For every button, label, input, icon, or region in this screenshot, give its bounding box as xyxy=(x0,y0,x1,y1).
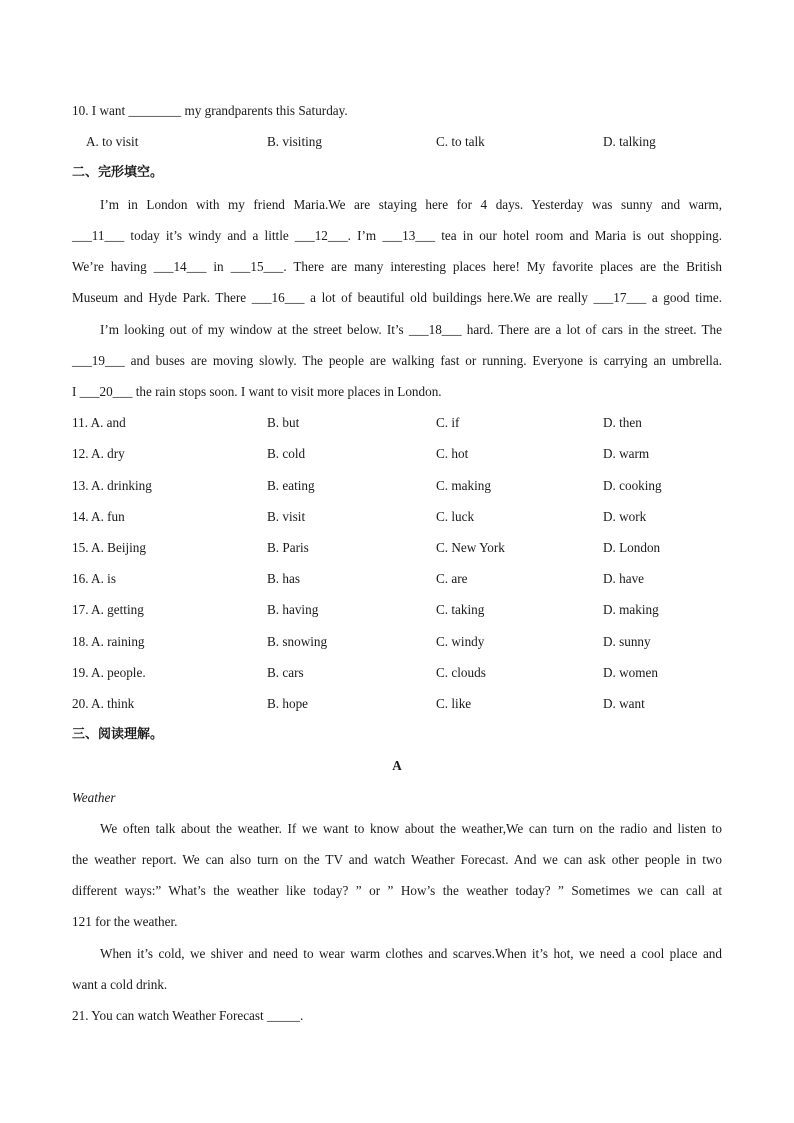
reading-line1: We often talk about the weather. If we want to know about the weather,We can turn on the radio and listen to xyxy=(100,821,722,836)
blank-13: ___13___ xyxy=(382,228,436,243)
q14-option-c: C. luck xyxy=(436,509,475,524)
q15-option-d: D. London xyxy=(603,540,661,555)
q16-option-a: 16. A. is xyxy=(72,571,116,586)
blank-15: ___15___ xyxy=(230,259,284,274)
q13-option-a: 13. A. drinking xyxy=(72,478,152,493)
section2-heading: 二、完形填空。 xyxy=(72,165,164,180)
q17-option-c: C. taking xyxy=(436,602,485,617)
blank-14: ___14___ xyxy=(153,259,207,274)
passage-p1-line3: We’re having ___14___ in ___15___. There are many interesting places here! My favorite places are the British xyxy=(72,259,722,274)
q14-option-d: D. work xyxy=(603,509,647,524)
q20-option-d: D. want xyxy=(603,696,645,711)
q18-option-b: B. snowing xyxy=(267,634,328,649)
q17-option-a: 17. A. getting xyxy=(72,602,144,617)
reading-line6: want a cold drink. xyxy=(72,977,168,992)
q16-option-b: B. has xyxy=(267,571,300,586)
q13-option-c: C. making xyxy=(436,478,491,493)
q10-stem: 10. I want ________ my grandparents this Saturday. xyxy=(72,103,348,118)
passage-p1-line2: ___11___ today it’s windy and a little ___12___. I’m ___13___ tea in our hotel room and Maria is out shopping. xyxy=(72,228,722,243)
q19-option-b: B. cars xyxy=(267,665,304,680)
q16-option-c: C. are xyxy=(436,571,468,586)
q15-option-a: 15. A. Beijing xyxy=(72,540,146,555)
blank-19: ___19___ xyxy=(72,353,125,368)
q12-option-a: 12. A. dry xyxy=(72,446,125,461)
reading-line2: the weather report. We can also turn on the TV and watch Weather Forecast. And we can ask other people in two xyxy=(72,852,722,867)
reading-line3: different ways:” What’s the weather like today? ” or ” How’s the weather today? ” Sometimes we can call at xyxy=(72,883,722,898)
q20-option-a: 20. A. think xyxy=(72,696,135,711)
q13-option-b: B. eating xyxy=(267,478,315,493)
blank-11: ___11___ xyxy=(72,228,125,243)
q20-option-b: B. hope xyxy=(267,696,309,711)
q18-option-d: D. sunny xyxy=(603,634,651,649)
q21-stem: 21. You can watch Weather Forecast _____. xyxy=(72,1008,304,1023)
q19-option-a: 19. A. people. xyxy=(72,665,146,680)
q15-option-c: C. New York xyxy=(436,540,505,555)
q14-option-b: B. visit xyxy=(267,509,306,524)
q10-option-b: B. visiting xyxy=(267,134,322,149)
q10-option-c: C. to talk xyxy=(436,134,485,149)
q17-option-d: D. making xyxy=(603,602,659,617)
reading-line5: When it’s cold, we shiver and need to wear warm clothes and scarves.When it’s hot, we need a cool place and xyxy=(100,946,722,961)
blank-12: ___12___ xyxy=(294,228,348,243)
section3-heading: 三、阅读理解。 xyxy=(72,727,164,742)
passage-p2-line3: I ___20___ the rain stops soon. I want to visit more places in London. xyxy=(72,384,442,399)
blank-17: ___17___ xyxy=(593,290,647,305)
q10-option-d: D. talking xyxy=(603,134,656,149)
q19-option-d: D. women xyxy=(603,665,658,680)
q16-option-d: D. have xyxy=(603,571,645,586)
q19-option-c: C. clouds xyxy=(436,665,486,680)
q13-option-d: D. cooking xyxy=(603,478,662,493)
passage-p1-line1: I’m in London with my friend Maria.We are staying here for 4 days. Yesterday was sunny and warm, xyxy=(100,197,722,212)
q12-option-d: D. warm xyxy=(603,446,650,461)
q17-option-b: B. having xyxy=(267,602,319,617)
passage-p1-line4: Museum and Hyde Park. There ___16___ a lot of beautiful old buildings here.We are really ___17___ a good time. xyxy=(72,290,722,305)
reading-title: Weather xyxy=(72,790,116,805)
q18-option-a: 18. A. raining xyxy=(72,634,145,649)
q20-option-c: C. like xyxy=(436,696,472,711)
reading-line4: 121 for the weather. xyxy=(72,914,178,929)
q11-option-d: D. then xyxy=(603,415,642,430)
passage-p2-line1: I’m looking out of my window at the street below. It’s ___18___ hard. There are a lot of cars in the street. The xyxy=(100,322,722,337)
q11-option-a: 11. A. and xyxy=(72,415,126,430)
q14-option-a: 14. A. fun xyxy=(72,509,125,524)
blank-18: ___18___ xyxy=(408,322,462,337)
blank-16: ___16___ xyxy=(251,290,305,305)
q11-option-c: C. if xyxy=(436,415,460,430)
part-label: A xyxy=(392,758,402,773)
q12-option-b: B. cold xyxy=(267,446,306,461)
blank-20: ___20___ xyxy=(79,384,133,399)
q18-option-c: C. windy xyxy=(436,634,485,649)
q15-option-b: B. Paris xyxy=(267,540,309,555)
q11-option-b: B. but xyxy=(267,415,300,430)
q12-option-c: C. hot xyxy=(436,446,469,461)
q10-option-a: A. to visit xyxy=(86,134,139,149)
passage-p2-line2: ___19___ and buses are moving slowly. The people are walking fast or running. Everyone is carrying an umbrella. xyxy=(72,353,722,368)
